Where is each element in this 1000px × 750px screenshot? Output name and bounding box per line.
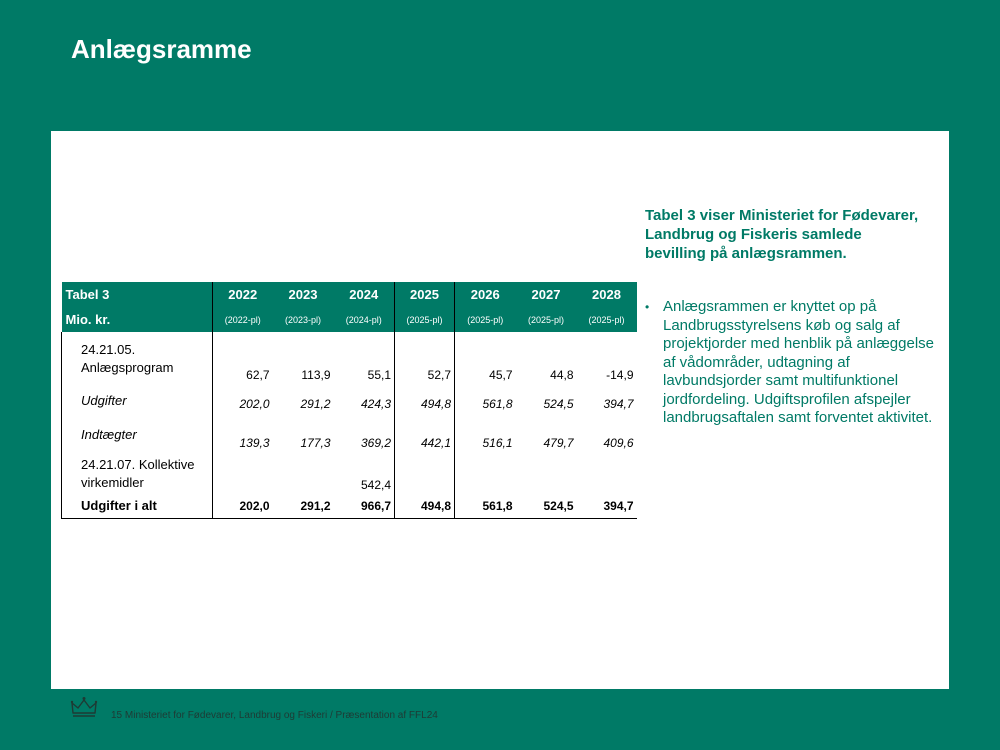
table-row [62,332,637,386]
table-cell [273,454,334,494]
table-unit-label: Mio. kr. [62,307,213,332]
price-level-header: (2025-pl) [577,307,637,332]
table-cell [516,454,577,494]
table-header-label: Tabel 3 [62,282,213,307]
table-cell: 55,1 [334,332,395,386]
row-label: Udgifter [62,386,213,416]
row-label: 24.21.07. Kollektive virkemidler [62,454,213,494]
table-cell: 561,8 [482,397,513,411]
price-level-header: (2024-pl) [334,307,395,332]
table-row [62,454,637,494]
table-cell: 442,1 [395,416,455,454]
table-cell [455,454,516,494]
table-cell: 369,2 [334,416,395,454]
table-cell: 561,8 [455,494,516,518]
year-header: 2026 [455,282,516,307]
footer-text: 15 Ministeriet for Fødevarer, Landbrug og Fiskeri / Præsentation af FFL24 [111,710,438,721]
table-cell: 45,7 [489,368,513,382]
table-cell: 394,7 [603,397,634,411]
price-level-header: (2025-pl) [455,307,516,332]
table-cell: 139,3 [239,436,270,450]
table-cell: 424,3 [334,386,395,416]
row-label: Indtægter [62,416,213,454]
sidebar-bullet-text: Anlægsrammen er knyttet op på Landbrugsstyrelsens køb og salg af projektjorder med henblik på anlæggelse af vådområder, udtagning af lavbundsjorder samt multifunktionel jordfordeling. Udgiftsprofilen afspejler landbrugsaftalen samt forventet aktivitet. [663,298,934,426]
budget-table [61,282,637,519]
row-label: Udgifter i alt [62,494,213,518]
table-cell: 62,7 [246,368,270,382]
year-header: 2024 [334,282,395,307]
row-label: 24.21.05. Anlægsprogram [62,332,213,386]
price-level-header: (2025-pl) [395,307,455,332]
table-cell: 524,5 [543,397,574,411]
table-cell: 494,8 [395,386,455,416]
table-cell [395,454,455,494]
table-cell: 202,0 [213,494,273,518]
price-level-header: (2022-pl) [213,307,273,332]
table-cell: 516,1 [482,436,513,450]
year-header: 2025 [395,282,455,307]
table-cell: 494,8 [395,494,455,518]
table-cell [577,454,637,494]
table-cell: 202,0 [239,397,270,411]
table-row [62,386,637,416]
table-cell: 291,2 [273,494,334,518]
table-row [62,416,637,454]
table-header-row [62,282,637,307]
table-cell: 966,7 [334,494,395,518]
table-cell: 542,4 [334,454,395,494]
sidebar-bullet [645,298,935,428]
table-cell: 52,7 [395,332,455,386]
table-cell: -14,9 [606,368,634,382]
crown-icon [69,696,99,720]
table-cell: 44,8 [550,368,574,382]
bullet-icon: • [645,300,650,314]
table-cell: 479,7 [543,436,574,450]
year-header: 2023 [273,282,334,307]
table-subheader-row [62,307,637,332]
table-cell: 524,5 [516,494,577,518]
table-cell: 409,6 [603,436,634,450]
sidebar-heading: Tabel 3 viser Ministeriet for Fødevarer, Landbrug og Fiskeris samlede bevilling på anlægsrammen. [645,207,919,262]
year-header: 2028 [577,282,637,307]
price-level-header: (2025-pl) [516,307,577,332]
year-header: 2022 [213,282,273,307]
slide-title: Anlægsramme [71,34,252,64]
table-cell [213,454,273,494]
table-cell: 291,2 [300,397,331,411]
table-total-row [62,494,637,518]
table-cell: 394,7 [577,494,637,518]
price-level-header: (2023-pl) [273,307,334,332]
year-header: 2027 [516,282,577,307]
table-cell: 113,9 [301,368,331,382]
table-cell: 177,3 [300,436,331,450]
